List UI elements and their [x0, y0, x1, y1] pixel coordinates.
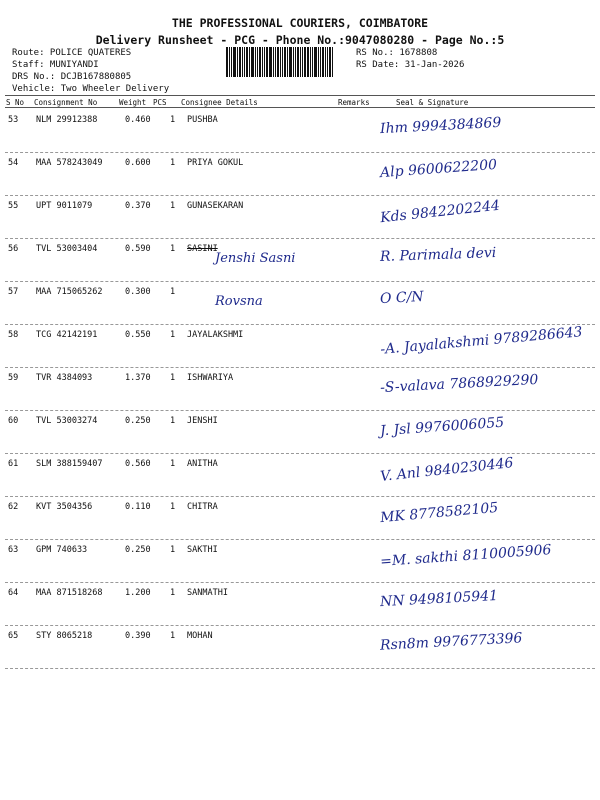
table-row — [0, 540, 600, 582]
row-sno: 55 — [8, 201, 19, 211]
row-pcs: 1 — [170, 416, 176, 426]
row-weight: 0.110 — [125, 502, 151, 512]
row-consignment: MAA 578243049 — [36, 158, 103, 168]
row-pcs: 1 — [170, 373, 176, 383]
row-consignee: JAYALAKSHMI — [187, 330, 244, 340]
row-pcs: 1 — [170, 330, 176, 340]
table-row — [0, 282, 600, 324]
rs-number: RS No.: 1678808 — [356, 48, 438, 58]
row-pcs: 1 — [170, 545, 176, 555]
row-pcs: 1 — [170, 287, 176, 297]
table-row — [0, 454, 600, 496]
drs-label: DRS No.: DCJB167880805 — [12, 72, 132, 82]
row-sno: 62 — [8, 502, 19, 512]
table-row — [0, 239, 600, 281]
row-weight: 0.300 — [125, 287, 151, 297]
row-consignment: STY 8065218 — [36, 631, 93, 641]
row-consignment: SLM 388159407 — [36, 459, 103, 469]
row-weight: 0.560 — [125, 459, 151, 469]
table-row — [0, 411, 600, 453]
barcode — [226, 47, 352, 77]
row-pcs: 1 — [170, 459, 176, 469]
row-consignment: UPT 9011079 — [36, 201, 93, 211]
row-consignee: GUNASEKARAN — [187, 201, 244, 211]
row-divider — [5, 668, 595, 669]
handwritten-signature: Kds 9842202244 — [379, 197, 501, 227]
handwritten-signature: =M. sakthi 8110005906 — [379, 542, 552, 570]
row-consignment: MAA 715065262 — [36, 287, 103, 297]
handwritten-signature: -A. Jayalakshmi 9789286643 — [379, 324, 584, 358]
table-row — [0, 153, 600, 195]
row-consignment: NLM 29912388 — [36, 115, 98, 125]
company-title: THE PROFESSIONAL COURIERS, COIMBATORE — [171, 16, 429, 30]
row-consignee: ANITHA — [187, 459, 218, 469]
row-consignee: SASINI — [187, 244, 218, 254]
staff-label: Staff: MUNIYANDI — [12, 60, 99, 70]
row-pcs: 1 — [170, 588, 176, 598]
col-consignee: Consignee Details — [181, 98, 258, 107]
row-consignment: TVR 4384093 — [36, 373, 93, 383]
col-sno: S No — [6, 98, 25, 107]
row-consignment: TCG 42142191 — [36, 330, 98, 340]
handwritten-signature: -S-valava 7868929290 — [379, 371, 539, 397]
row-consignment: GPM 740633 — [36, 545, 88, 555]
row-consignee: CHITRA — [187, 502, 218, 512]
rs-date: RS Date: 31-Jan-2026 — [356, 60, 465, 70]
handwritten-note: Jenshi Sasni — [215, 251, 296, 266]
row-pcs: 1 — [170, 115, 176, 125]
handwritten-signature: Rsn8m 9976773396 — [379, 630, 523, 654]
handwritten-note: Rovsna — [215, 294, 263, 309]
row-sno: 61 — [8, 459, 19, 469]
col-seal: Seal & Signature — [396, 98, 469, 107]
route-label: Route: POLICE QUATERES — [12, 48, 132, 58]
row-sno: 65 — [8, 631, 19, 641]
row-consignee: ISHWARIYA — [187, 373, 234, 383]
row-weight: 0.460 — [125, 115, 151, 125]
col-weight: Weight — [119, 98, 147, 107]
row-weight: 0.550 — [125, 330, 151, 340]
row-pcs: 1 — [170, 502, 176, 512]
row-pcs: 1 — [170, 158, 176, 168]
row-consignee: SAKTHI — [187, 545, 218, 555]
row-consignee: PUSHBA — [187, 115, 218, 125]
row-sno: 60 — [8, 416, 19, 426]
row-weight: 0.370 — [125, 201, 151, 211]
table-row — [0, 196, 600, 238]
row-consignee: JENSHI — [187, 416, 218, 426]
handwritten-signature: NN 9498105941 — [379, 587, 499, 611]
table-row — [0, 626, 600, 668]
col-remarks: Remarks — [338, 98, 370, 107]
row-consignee: PRIYA GOKUL — [187, 158, 244, 168]
handwritten-signature: Ihm 9994384869 — [379, 114, 502, 138]
row-consignment: MAA 871518268 — [36, 588, 103, 598]
row-sno: 54 — [8, 158, 19, 168]
row-sno: 58 — [8, 330, 19, 340]
row-weight: 1.370 — [125, 373, 151, 383]
handwritten-signature: Alp 9600622200 — [379, 156, 498, 182]
row-sno: 53 — [8, 115, 19, 125]
row-weight: 0.390 — [125, 631, 151, 641]
row-sno: 57 — [8, 287, 19, 297]
row-sno: 63 — [8, 545, 19, 555]
handwritten-signature: R. Parimala devi — [379, 244, 497, 266]
row-weight: 0.250 — [125, 545, 151, 555]
row-sno: 59 — [8, 373, 19, 383]
table-row — [0, 368, 600, 410]
row-consignment: TVL 53003404 — [36, 244, 98, 254]
row-weight: 0.600 — [125, 158, 151, 168]
table-row — [0, 583, 600, 625]
row-sno: 56 — [8, 244, 19, 254]
handwritten-signature: V. Anl 9840230446 — [379, 455, 515, 485]
row-weight: 1.200 — [125, 588, 151, 598]
table-row — [0, 497, 600, 539]
table-row — [0, 110, 600, 152]
handwritten-signature: MK 8778582105 — [379, 499, 499, 527]
row-consignee: SANMATHI — [187, 588, 228, 598]
table-row — [0, 325, 600, 367]
row-consignee: MOHAN — [187, 631, 213, 641]
handwritten-signature: O C/N — [379, 288, 424, 308]
col-consignment: Consignment No — [34, 98, 98, 107]
row-pcs: 1 — [170, 631, 176, 641]
col-pcs: PCS — [153, 98, 167, 107]
row-sno: 64 — [8, 588, 19, 598]
row-weight: 0.590 — [125, 244, 151, 254]
header-rule-bottom — [5, 107, 595, 108]
vehicle-label: Vehicle: Two Wheeler Delivery — [12, 84, 170, 94]
row-consignment: TVL 53003274 — [36, 416, 98, 426]
header-rule — [5, 95, 595, 96]
handwritten-signature: J. Jsl 9976006055 — [379, 414, 505, 440]
row-pcs: 1 — [170, 244, 176, 254]
row-weight: 0.250 — [125, 416, 151, 426]
row-pcs: 1 — [170, 201, 176, 211]
runsheet-subtitle: Delivery Runsheet - PCG - Phone No.:9047080280 - Page No.:5 — [95, 33, 505, 47]
row-consignment: KVT 3504356 — [36, 502, 93, 512]
